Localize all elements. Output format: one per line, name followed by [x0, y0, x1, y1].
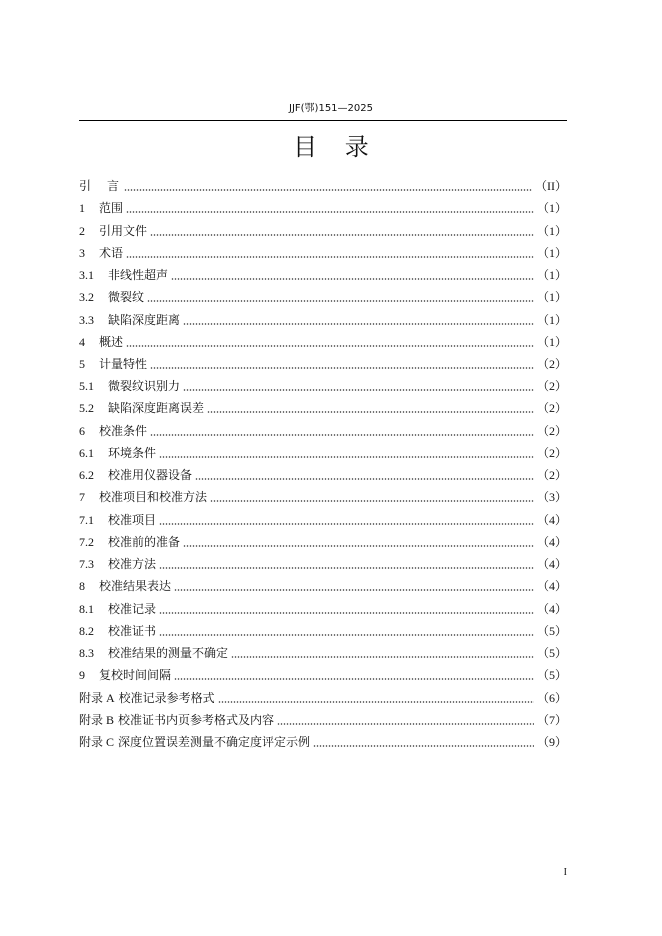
toc-entry-page: （2）	[536, 423, 567, 438]
header-divider	[79, 120, 567, 121]
toc-entry-title: 深度位置误差测量不确定度评定示例	[118, 734, 311, 749]
toc-entry-number: 3.2	[79, 290, 94, 305]
toc-entry-page: （1）	[536, 223, 567, 238]
toc-entry-title: 校准项目	[108, 512, 157, 527]
toc-entry-page: （9）	[536, 734, 567, 749]
toc-dot-leader	[195, 478, 534, 480]
toc-entry-number: 3.1	[79, 268, 94, 283]
page-title: 目 录	[293, 133, 369, 161]
toc-dot-leader	[159, 634, 534, 636]
toc-entry-title: 概述	[99, 334, 124, 349]
toc-entry-number: 附录 C	[79, 734, 115, 749]
toc-entry-page: （2）	[536, 445, 567, 460]
toc-entry-page: （1）	[536, 290, 567, 305]
toc-entry-number: 附录 A	[79, 690, 115, 705]
toc-dot-leader	[231, 656, 534, 658]
toc-entry	[79, 531, 567, 553]
toc-entry	[79, 553, 567, 575]
toc-dot-leader	[126, 256, 534, 258]
toc-entry-page: （5）	[536, 623, 567, 638]
toc-dot-leader	[183, 545, 534, 547]
toc-entry-number: 8.2	[79, 623, 94, 638]
toc-entry-number: 9	[79, 668, 85, 683]
toc-entry	[79, 353, 567, 375]
toc-dot-leader	[150, 234, 534, 236]
toc-entry	[79, 242, 567, 264]
footer-page-number: I	[563, 867, 567, 878]
toc-entry	[79, 420, 567, 442]
toc-entry-page: （5）	[536, 646, 567, 661]
toc-entry-page: （1）	[536, 334, 567, 349]
toc-dot-leader	[126, 211, 534, 213]
toc-entry	[79, 575, 567, 597]
toc-dot-leader	[159, 612, 534, 614]
toc-entry-title: 引用文件	[99, 223, 148, 238]
toc-dot-leader	[147, 300, 534, 302]
toc-entry	[79, 509, 567, 531]
toc-entry-title: 范围	[99, 201, 124, 216]
toc-dot-leader	[183, 323, 534, 325]
toc-entry-number: 7	[79, 490, 85, 505]
toc-dot-leader	[150, 434, 534, 436]
toc-dot-leader	[207, 411, 534, 413]
toc-dot-leader	[313, 745, 534, 747]
toc-entry-page: （6）	[536, 690, 567, 705]
toc-entry-number: 7.1	[79, 512, 94, 527]
toc-entry-title: 校准项目和校准方法	[99, 490, 208, 505]
toc-entry	[79, 197, 567, 219]
toc-entry	[79, 286, 567, 308]
toc-entry-page: （1）	[536, 312, 567, 327]
toc-entry-page: （3）	[536, 490, 567, 505]
toc-entry-number: 5	[79, 356, 85, 371]
toc-entry-page: （2）	[536, 379, 567, 394]
toc-dot-leader	[277, 723, 534, 725]
toc-entry-page: （5）	[536, 668, 567, 683]
toc-entry-number: 6.2	[79, 468, 94, 483]
toc-dot-leader	[124, 189, 532, 191]
toc-entry-page: （1）	[536, 245, 567, 260]
toc-entry	[79, 486, 567, 508]
toc-entry-title: 缺陷深度距离	[108, 312, 181, 327]
toc-entry	[79, 331, 567, 353]
toc-dot-leader	[159, 523, 534, 525]
toc-dot-leader	[150, 367, 534, 369]
toc-entry-number: 3	[79, 245, 85, 260]
toc-entry-title: 校准证书内页参考格式及内容	[118, 712, 275, 727]
toc-entry-title: 微裂纹	[108, 290, 145, 305]
toc-dot-leader	[174, 678, 534, 680]
toc-entry-page: （4）	[536, 579, 567, 594]
toc-entry-page: （II）	[535, 179, 567, 194]
toc-entry-page: （2）	[536, 468, 567, 483]
toc-entry-page: （4）	[536, 512, 567, 527]
toc-entry-page: （1）	[536, 268, 567, 283]
toc-entry-title: 计量特性	[99, 356, 148, 371]
toc-entry	[79, 375, 567, 397]
document-code-header: JJF(鄂)151—2025	[289, 103, 373, 114]
toc-entry-page: （4）	[536, 557, 567, 572]
toc-entry-number: 4	[79, 334, 85, 349]
toc-entry-title: 复校时间间隔	[99, 668, 172, 683]
toc-entry-page: （4）	[536, 601, 567, 616]
toc-entry-title: 校准方法	[108, 557, 157, 572]
toc-entry-page: （7）	[536, 712, 567, 727]
toc-entry-number: 5.2	[79, 401, 94, 416]
toc-entry	[79, 642, 567, 664]
toc-entry	[79, 620, 567, 642]
toc-entry-title: 校准结果表达	[99, 579, 172, 594]
toc-entry-title: 引 言	[79, 179, 122, 194]
toc-entry-title: 校准结果的测量不确定	[108, 646, 229, 661]
toc-entry	[79, 397, 567, 419]
toc-entry	[79, 464, 567, 486]
toc-dot-leader	[210, 500, 534, 502]
toc-entry-number: 8	[79, 579, 85, 594]
toc-dot-leader	[171, 278, 534, 280]
toc-dot-leader	[126, 345, 534, 347]
toc-entry	[79, 175, 567, 197]
toc-entry-title: 校准条件	[99, 423, 148, 438]
toc-entry-page: （4）	[536, 534, 567, 549]
toc-entry-number: 6	[79, 423, 85, 438]
toc-entry	[79, 664, 567, 686]
toc-entry	[79, 597, 567, 619]
toc-entry-number: 8.3	[79, 646, 94, 661]
toc-entry-title: 校准用仪器设备	[108, 468, 193, 483]
toc-entry	[79, 731, 567, 753]
toc-entry-number: 6.1	[79, 445, 94, 460]
toc-entry-number: 7.3	[79, 557, 94, 572]
toc-entry-page: （2）	[536, 401, 567, 416]
table-of-contents	[79, 175, 567, 753]
toc-entry	[79, 686, 567, 708]
toc-entry-number: 2	[79, 223, 85, 238]
toc-entry-title: 微裂纹识别力	[108, 379, 181, 394]
toc-dot-leader	[159, 456, 534, 458]
toc-dot-leader	[159, 567, 534, 569]
toc-entry	[79, 442, 567, 464]
toc-entry	[79, 308, 567, 330]
toc-entry-number: 附录 B	[79, 712, 115, 727]
toc-entry-number: 7.2	[79, 534, 94, 549]
toc-entry-title: 缺陷深度距离误差	[108, 401, 205, 416]
toc-entry-title: 校准记录参考格式	[118, 690, 215, 705]
toc-entry-title: 环境条件	[108, 445, 157, 460]
toc-entry-title: 非线性超声	[108, 268, 169, 283]
toc-entry-number: 5.1	[79, 379, 94, 394]
toc-entry	[79, 709, 567, 731]
toc-entry-page: （2）	[536, 356, 567, 371]
toc-dot-leader	[174, 589, 534, 591]
toc-entry	[79, 264, 567, 286]
toc-entry-title: 校准记录	[108, 601, 157, 616]
toc-entry-number: 1	[79, 201, 85, 216]
toc-entry-number: 3.3	[79, 312, 94, 327]
toc-entry	[79, 219, 567, 241]
toc-entry-title: 术语	[99, 245, 124, 260]
toc-entry-title: 校准前的准备	[108, 534, 181, 549]
toc-entry-number: 8.1	[79, 601, 94, 616]
toc-entry-page: （1）	[536, 201, 567, 216]
toc-dot-leader	[218, 701, 534, 703]
toc-dot-leader	[183, 389, 534, 391]
toc-entry-title: 校准证书	[108, 623, 157, 638]
